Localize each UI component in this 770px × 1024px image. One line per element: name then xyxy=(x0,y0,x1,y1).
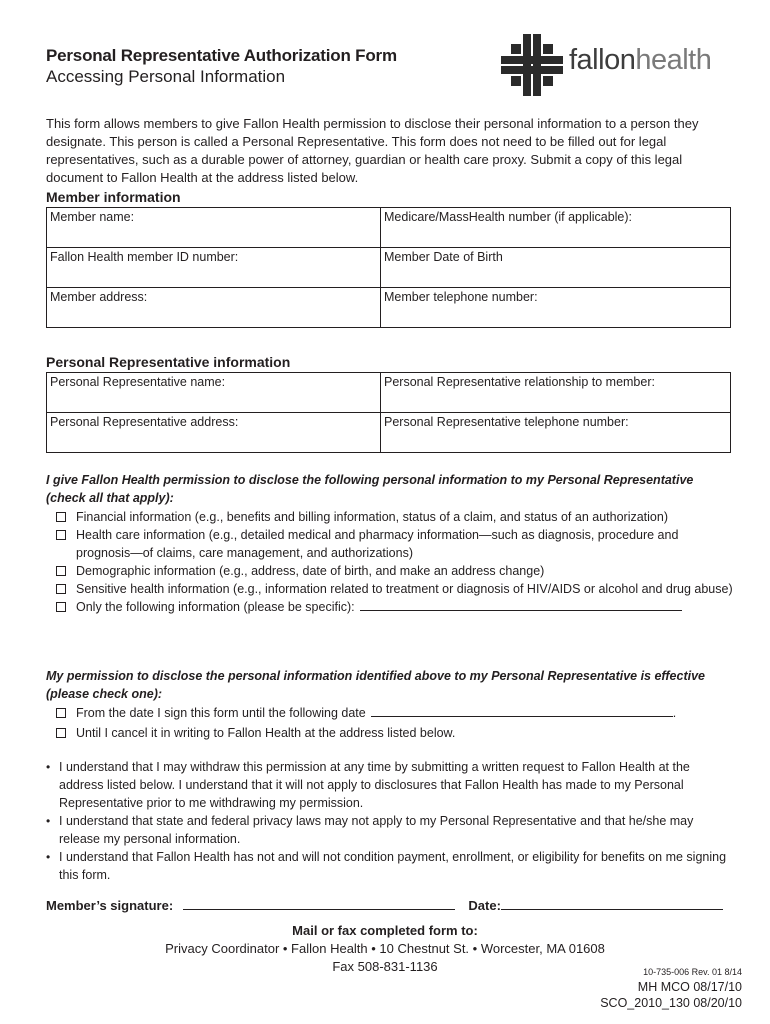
checkbox-until-cancel[interactable] xyxy=(56,728,66,738)
form-codes xyxy=(600,965,742,1011)
member-address-field[interactable]: Member address: xyxy=(47,288,381,328)
logo-wordmark: fallonhealth xyxy=(569,44,712,76)
table-row xyxy=(47,248,731,288)
mail-address: Privacy Coordinator • Fallon Health • 10 Chestnut St. • Worcester, MA 01608 xyxy=(165,941,605,956)
until-date-line[interactable] xyxy=(371,704,673,717)
checkbox-sensitive[interactable] xyxy=(56,584,66,594)
member-dob-field[interactable]: Member Date of Birth xyxy=(381,248,731,288)
option-demographic-label: Demographic information (e.g., address, date of birth, and make an address change) xyxy=(76,564,545,578)
option-until-date xyxy=(56,704,736,722)
table-row xyxy=(47,373,731,413)
option-health-care xyxy=(56,526,736,562)
rep-name-field[interactable]: Personal Representative name: xyxy=(47,373,381,413)
date-line[interactable] xyxy=(501,897,723,910)
bullet-icon: • xyxy=(46,850,51,864)
rep-relationship-field[interactable]: Personal Representative relationship to member: xyxy=(381,373,731,413)
fax-number: Fax 508-831-1136 xyxy=(332,959,438,974)
option-financial xyxy=(56,508,736,526)
member-phone-field[interactable]: Member telephone number: xyxy=(381,288,731,328)
bullet-icon: • xyxy=(46,760,51,774)
checkbox-financial[interactable] xyxy=(56,512,66,522)
sco-code: SCO_2010_130 08/20/10 xyxy=(600,996,742,1010)
member-info-heading: Member information xyxy=(46,189,181,205)
option-financial-label: Financial information (e.g., benefits and billing information, status of a claim, and status of an authorization) xyxy=(76,510,668,524)
form-subtitle: Accessing Personal Information xyxy=(46,67,286,86)
permission-heading: I give Fallon Health permission to disclose the following personal information to my Personal Representative (check all that apply): xyxy=(46,473,694,505)
option-health-care-label: Health care information (e.g., detailed medical and pharmacy information—such as diagnosis, procedure and prognosis—of claims, care management, and authorizations) xyxy=(76,528,679,560)
option-sensitive-label: Sensitive health information (e.g., information related to treatment or diagnosis of HIV/AIDS or alcohol and drug abuse) xyxy=(76,582,733,596)
rep-info-heading: Personal Representative information xyxy=(46,354,291,370)
member-id-field[interactable]: Fallon Health member ID number: xyxy=(47,248,381,288)
effective-options xyxy=(56,704,736,742)
signature-row xyxy=(46,897,736,915)
member-name-field[interactable]: Member name: xyxy=(47,208,381,248)
fallon-cross-logo-icon xyxy=(501,34,563,96)
bullet-icon: • xyxy=(46,814,51,828)
table-row xyxy=(47,413,731,453)
option-specific xyxy=(56,598,736,616)
member-info-table xyxy=(46,207,731,328)
rep-info-table xyxy=(46,372,731,453)
intro-paragraph: This form allows members to give Fallon Health permission to disclose their personal information to a person they designate. This person is called a Personal Representative. This form does not need to be filled out for legal representatives, such as a durable power of attorney, guardian or health care proxy. Submit a copy of this legal document to Fallon Health at the address listed below. xyxy=(46,116,699,185)
specific-info-line[interactable] xyxy=(360,598,682,611)
effective-heading: My permission to disclose the personal information identified above to my Personal Representative is effective (please check one): xyxy=(46,669,705,701)
option-sensitive xyxy=(56,580,736,598)
option-specific-label: Only the following information (please be specific): xyxy=(76,600,355,614)
medicare-number-field[interactable]: Medicare/MassHealth number (if applicable): xyxy=(381,208,731,248)
checkbox-demographic[interactable] xyxy=(56,566,66,576)
list-item: • I understand that I may withdraw this permission at any time by submitting a written request to Fallon Health at the address listed below. I understand that it will not apply to disclosures that Fallon Health has made to my Personal Representative prior to me withdrawing my permission. xyxy=(46,760,690,810)
checkbox-health-care[interactable] xyxy=(56,530,66,540)
permission-options xyxy=(56,508,736,616)
list-item: • I understand that Fallon Health has not and will not condition payment, enrollment, or eligibility for benefits on me signing this form. xyxy=(46,850,727,882)
rep-address-field[interactable]: Personal Representative address: xyxy=(47,413,381,453)
option-until-cancel xyxy=(56,724,736,742)
table-row xyxy=(47,288,731,328)
form-number: 10-735-006 Rev. 01 8/14 xyxy=(643,967,742,977)
option-demographic xyxy=(56,562,736,580)
mh-code: MH MCO 08/17/10 xyxy=(637,980,742,994)
form-header xyxy=(46,46,736,106)
rep-phone-field[interactable]: Personal Representative telephone number: xyxy=(381,413,731,453)
list-item: • I understand that state and federal privacy laws may not apply to my Personal Representative and that he/she may release my personal information. xyxy=(46,814,694,846)
option-until-cancel-label: Until I cancel it in writing to Fallon Health at the address listed below. xyxy=(76,726,456,740)
form-title: Personal Representative Authorization Form xyxy=(46,46,397,65)
signature-line[interactable] xyxy=(183,897,455,910)
option-until-date-label: From the date I sign this form until the following date xyxy=(76,706,366,720)
mail-heading: Mail or fax completed form to: xyxy=(292,923,478,938)
table-row xyxy=(47,208,731,248)
date-label: Date: xyxy=(468,898,501,913)
checkbox-until-date[interactable] xyxy=(56,708,66,718)
signature-label: Member’s signature: xyxy=(46,898,174,913)
acknowledgements xyxy=(46,758,736,884)
period: . xyxy=(672,706,677,720)
fallon-health-logo xyxy=(501,34,741,96)
checkbox-specific[interactable] xyxy=(56,602,66,612)
